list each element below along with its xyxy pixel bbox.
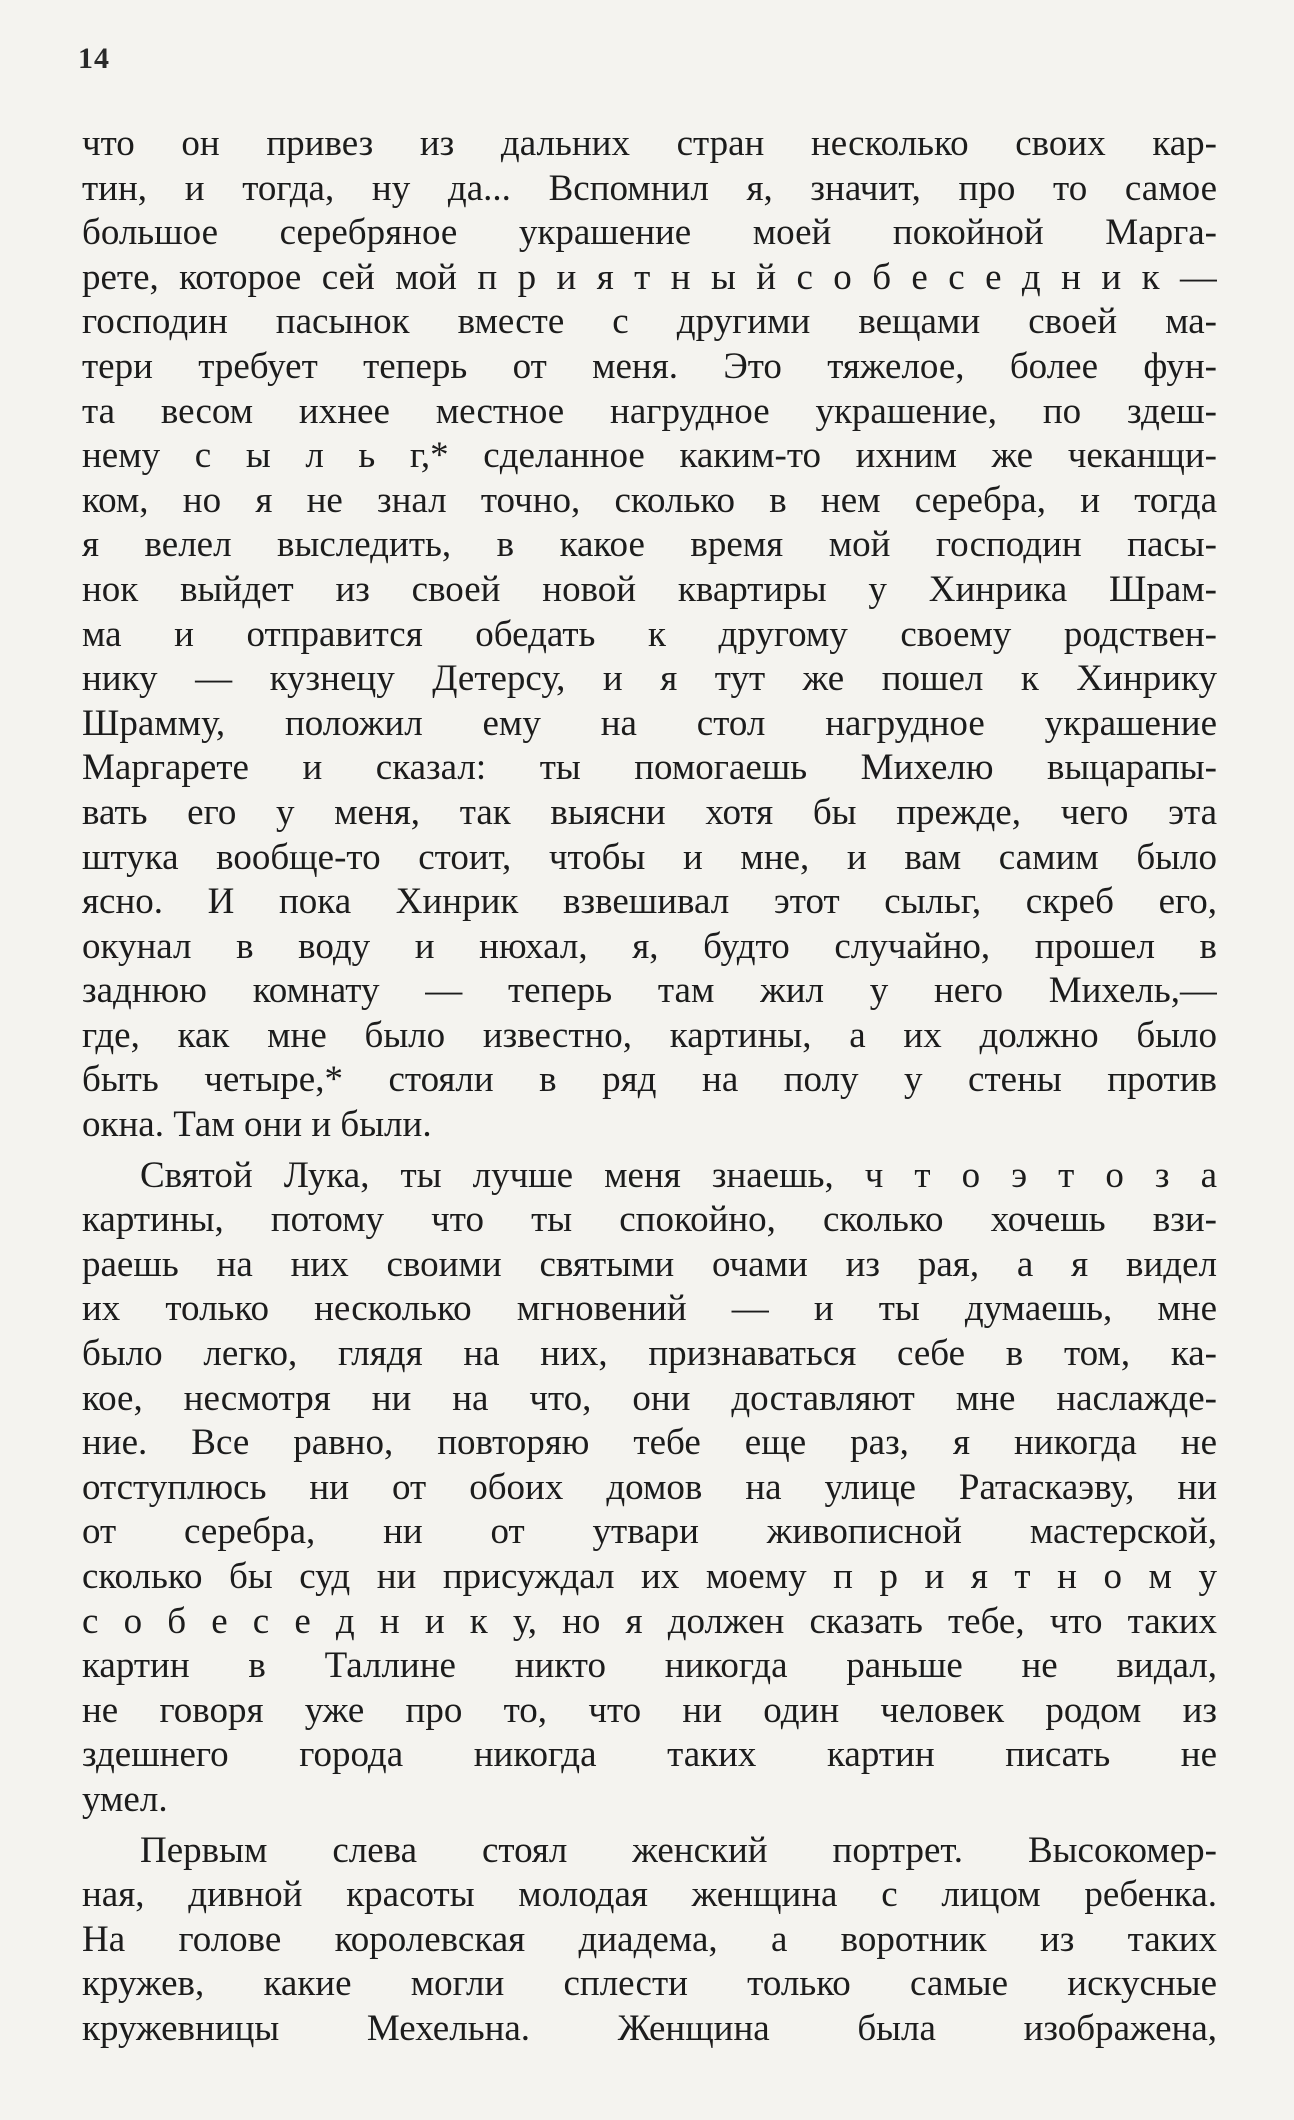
- text-line: кружев, какие могли сплести только самые искусные: [82, 1963, 1217, 2005]
- text-line: быть четыре,* стояли в ряд на полу у стены против: [82, 1059, 1217, 1101]
- text-line: раешь на них своими святыми очами из рая, а я видел: [82, 1243, 1217, 1285]
- text-line: где, как мне было известно, картины, а их должно было: [82, 1014, 1217, 1056]
- text-line: ная, дивной красоты молодая женщина с лицом ребенка.: [82, 1874, 1217, 1916]
- text-line: сколько бы суд ни присуждал их моему п р и я т н о м у: [82, 1556, 1217, 1597]
- text-line: Святой Лука, ты лучше меня знаешь, ч т о э т о з а: [140, 1154, 1217, 1196]
- text-line: ясно. И пока Хинрик взвешивал этот сыльг, скреб его,: [82, 881, 1217, 923]
- page-number: 14: [78, 42, 110, 75]
- text-line: ние. Все равно, повторяю тебе еще раз, я никогда не: [82, 1422, 1217, 1464]
- text-line: тин, и тогда, ну да... Вспомнил я, значит, про то самое: [82, 167, 1217, 209]
- text-line: рете, которое сей мой п р и я т н ы й с о б е с е д н и к —: [82, 256, 1217, 298]
- text-line: кружевницы Мехельна. Женщина была изображена,: [82, 2007, 1217, 2049]
- text-line: картины, потому что ты спокойно, сколько хочешь взи-: [82, 1199, 1217, 1241]
- text-line: нок выйдет из своей новой квартиры у Хинрика Шрам-: [82, 568, 1217, 610]
- text-line: ком, но я не знал точно, сколько в нем серебра, и тогда: [82, 479, 1217, 521]
- text-line: Маргарете и сказал: ты помогаешь Михелю выцарапы-: [82, 747, 1217, 789]
- text-line: здешнего города никогда таких картин писать не: [82, 1734, 1217, 1776]
- text-line: тери требует теперь от меня. Это тяжелое, более фун-: [82, 345, 1217, 387]
- text-line: та весом ихнее местное нагрудное украшение, по здеш-: [82, 390, 1217, 432]
- text-line: Первым слева стоял женский портрет. Высокомер-: [140, 1829, 1217, 1871]
- body-text: [82, 122, 1217, 2052]
- text-line: заднюю комнату — теперь там жил у него Михель,—: [82, 970, 1217, 1012]
- text-line: картин в Таллине никто никогда раньше не видал,: [82, 1645, 1217, 1687]
- text-line: Шрамму, положил ему на стол нагрудное украшение: [82, 702, 1217, 744]
- paragraph-1: [82, 122, 1217, 1148]
- text-line: отступлюсь ни от обоих домов на улице Ратаскаэву, ни: [82, 1466, 1217, 1508]
- text-line: кое, несмотря ни на что, они доставляют мне наслажде-: [82, 1377, 1217, 1419]
- text-line: что он привез из дальних стран несколько своих кар-: [82, 123, 1217, 164]
- text-line: их только несколько мгновений — и ты думаешь, мне: [82, 1288, 1217, 1330]
- text-line: господин пасынок вместе с другими вещами своей ма-: [82, 301, 1217, 343]
- text-line: окна. Там они и были.: [82, 1104, 432, 1146]
- text-line: На голове королевская диадема, а воротник из таких: [82, 1918, 1217, 1960]
- text-line: ма и отправится обедать к другому своему родствен-: [82, 613, 1217, 655]
- text-line: не говоря уже про то, что ни один человек родом из: [82, 1689, 1217, 1731]
- text-line: вать его у меня, так выясни хотя бы прежде, чего эта: [82, 791, 1217, 833]
- paragraph-3: [82, 1829, 1217, 2052]
- text-line: нику — кузнецу Детерсу, и я тут же пошел к Хинрику: [82, 658, 1217, 700]
- text-line: от серебра, ни от утвари живописной мастерской,: [82, 1511, 1217, 1553]
- text-line: окунал в воду и нюхал, я, будто случайно, прошел в: [82, 925, 1217, 967]
- text-line: с о б е с е д н и к у, но я должен сказать тебе, что таких: [82, 1600, 1217, 1642]
- text-line: было легко, глядя на них, признаваться себе в том, ка-: [82, 1333, 1217, 1375]
- text-line: нему с ы л ь г,* сделанное каким-то ихним же чеканщи-: [82, 435, 1217, 477]
- text-line: штука вообще-то стоит, чтобы и мне, и вам самим было: [82, 836, 1217, 878]
- text-line: я велел выследить, в какое время мой господин пасы-: [82, 524, 1217, 566]
- paragraph-2: [82, 1154, 1217, 1823]
- text-line: большое серебряное украшение моей покойной Марга-: [82, 212, 1217, 254]
- text-line: умел.: [82, 1778, 168, 1820]
